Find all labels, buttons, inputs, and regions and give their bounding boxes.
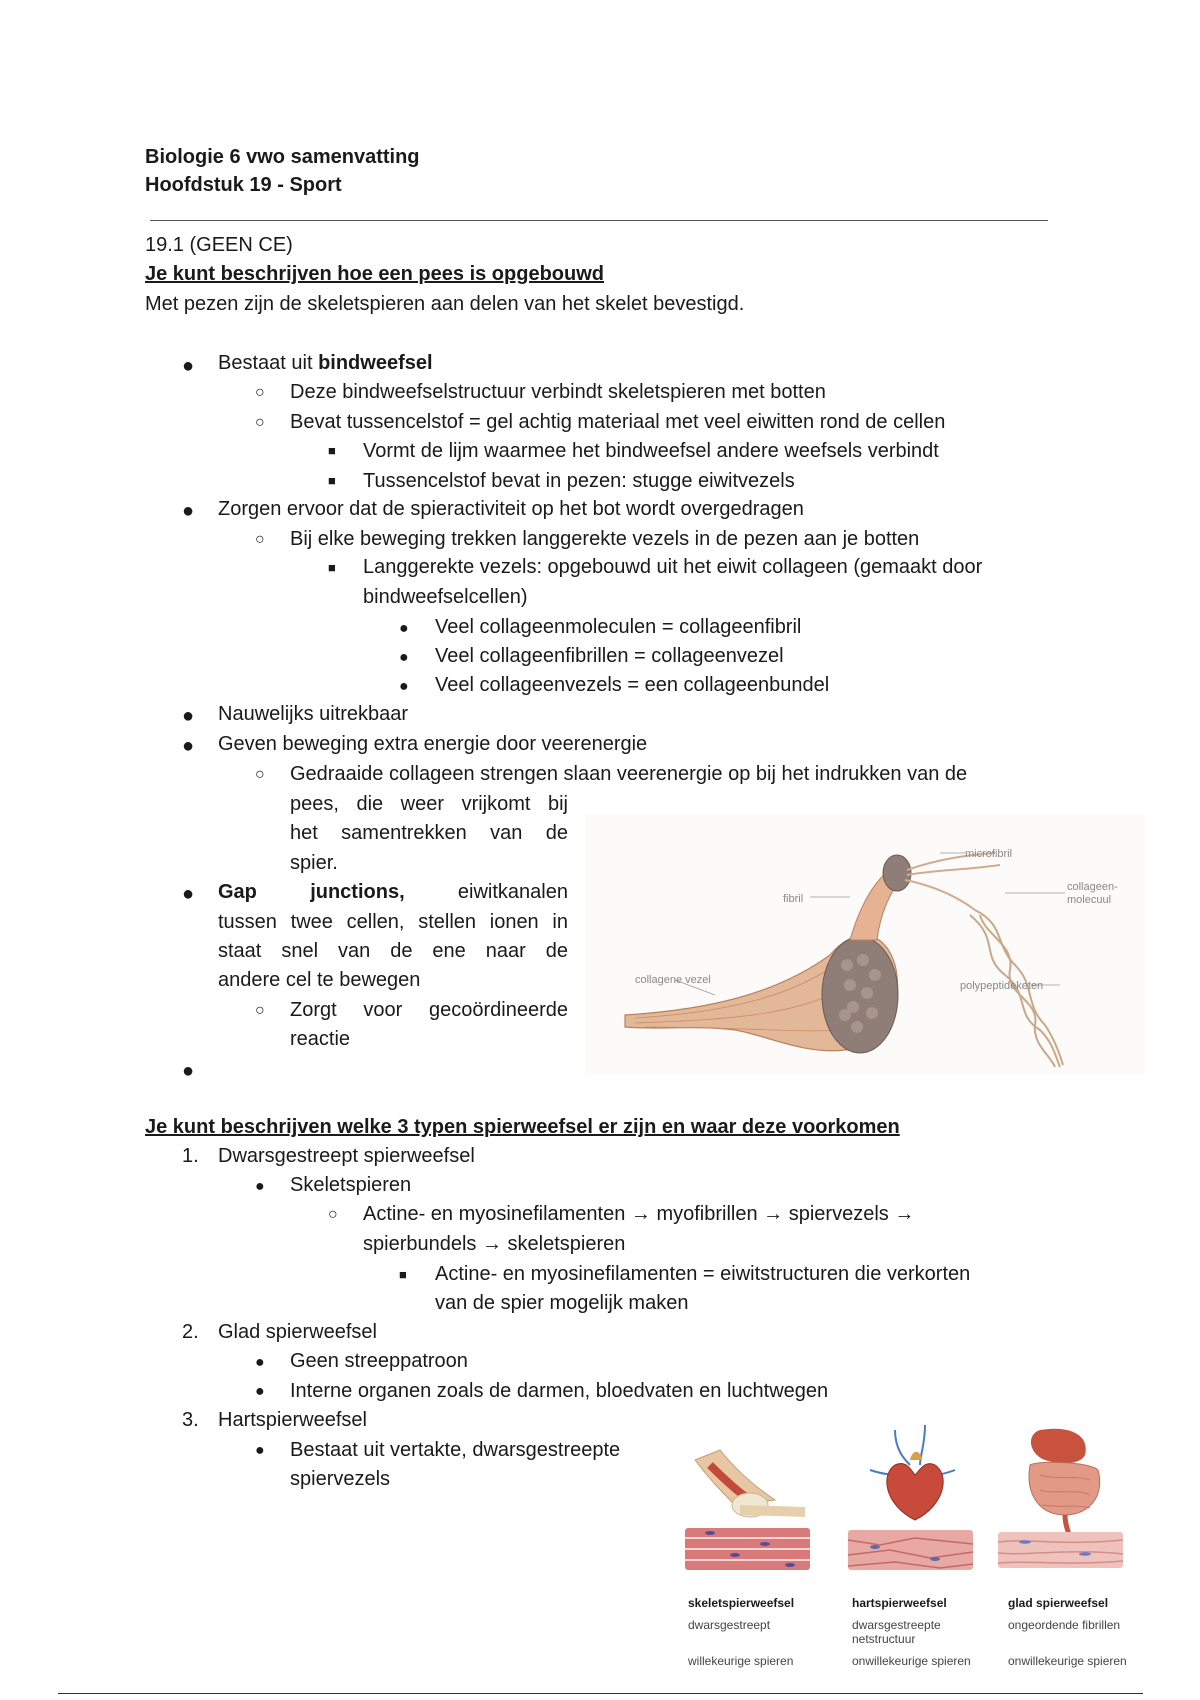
list-item: Glad spierweefsel [218,1321,377,1343]
bullet-square: ■ [328,443,336,458]
label-collagene-vezel: collagene vezel [635,974,711,986]
list-item-continuation: tussen twee cellen, stellen ionen in [218,911,568,933]
bullet-dot: ● [399,649,409,666]
list-item: Skeletspieren [290,1174,412,1196]
list-item-continuation: bindweefselcellen) [363,586,528,608]
list-item-continuation: andere cel te bewegen [218,969,421,991]
panel-line2: netstructuur [852,1632,916,1646]
label-fibril: fibril [783,893,804,905]
bullet-dot: ● [182,735,195,757]
panel-line1: ongeordende fibrillen [1008,1618,1121,1632]
header-divider [150,220,1048,221]
bullet-dot: ● [255,1178,265,1195]
list-item: Gedraaide collageen strengen slaan veerenergie op bij het indrukken van de [290,763,968,785]
bullet-dot: ● [182,705,195,727]
list-item-continuation: staat snel van de ene naar de [218,940,568,962]
panel-line3: onwillekeurige spieren [852,1654,971,1668]
bullet-circle: ○ [255,766,265,783]
chapter-title: Hoofdstuk 19 - Sport [145,174,342,196]
muscle-types-figure [680,1420,1150,1625]
bullet-dot-empty: ● [182,1060,195,1082]
list-item: Zorgen ervoor dat de spieractiviteit op het bot wordt overgedragen [218,498,804,520]
fibril-cross-section [883,855,911,891]
list-item: Veel collageenfibrillen = collageenvezel [435,645,784,667]
heart-illustration [870,1425,955,1520]
panel-title: glad spierweefsel [1008,1596,1109,1610]
bullet-circle: ○ [255,531,265,548]
list-item: Bij elke beweging trekken langgerekte vezels in de pezen aan je botten [290,528,920,550]
list-number: 3. [182,1409,199,1431]
list-item-continuation: spierbundels → skeletspieren [363,1233,626,1255]
panel-line1: dwarsgestreept [688,1618,771,1632]
section-goal-heading: Je kunt beschrijven hoe een pees is opgebouwd [145,263,605,285]
list-item-continuation: pees, die weer vrijkomt bij [290,793,568,815]
bullet-dot: ● [399,620,409,637]
muscle-panel-skeletal [688,1596,848,1668]
footer-divider [58,1693,1143,1694]
panel-title: skeletspierweefsel [688,1596,795,1610]
skeletal-tissue [685,1528,810,1570]
bullet-dot: ● [182,355,195,377]
muscle-panel-cardiac [852,1596,1002,1668]
list-item-continuation: van de spier mogelijk maken [435,1292,689,1314]
label-collageen-molecuul-2: molecuul [1067,894,1112,906]
list-item: Bevat tussencelstof = gel achtig materiaal met veel eiwitten rond de cellen [290,411,946,433]
list-number: 1. [182,1145,199,1167]
list-item-continuation: reactie [290,1028,351,1050]
panel-line1: dwarsgestreepte [852,1618,941,1632]
bullet-circle: ○ [255,414,265,431]
bullet-dot: ● [255,1354,265,1371]
list-item-continuation: spiervezels [290,1468,391,1490]
list-number: 2. [182,1321,199,1343]
bullet-square: ■ [328,473,336,488]
list-item: Actine- en myosinefilamenten → myofibrillen → spiervezels → [363,1203,915,1225]
panel-line3: willekeurige spieren [688,1654,794,1668]
list-item: Dwarsgestreept spierweefsel [218,1145,475,1167]
list-item: Interne organen zoals de darmen, bloedvaten en luchtwegen [290,1380,829,1402]
bullet-dot: ● [255,1442,265,1459]
bullet-dot: ● [255,1383,265,1400]
list-item: Zorgt voor gecoördineerde [290,999,568,1021]
section-goal-heading-2: Je kunt beschrijven welke 3 typen spierweefsel er zijn en waar deze voorkomen [145,1116,900,1138]
bullet-square: ■ [399,1267,407,1282]
list-item: Gap junctions, eiwitkanalen [218,881,568,903]
list-item: Hartspierweefsel [218,1409,367,1431]
smooth-tissue [998,1532,1123,1568]
tendon-structure-figure [585,815,1145,1075]
bullet-circle: ○ [255,384,265,401]
list-item: Vormt de lijm waarmee het bindweefsel andere weefsels verbindt [363,440,939,462]
bullet-dot: ● [182,883,195,905]
bullet-square: ■ [328,560,336,575]
list-item: Bestaat uit vertakte, dwarsgestreepte [290,1439,621,1461]
cardiac-tissue [848,1530,973,1570]
label-collageen-molecuul: collageen- [1067,881,1118,893]
list-item: Langgerekte vezels: opgebouwd uit het eiwit collageen (gemaakt door [363,556,983,578]
muscle-panel-smooth [1008,1596,1158,1668]
list-item: Veel collageenmoleculen = collageenfibril [435,616,802,638]
list-item-continuation: het samentrekken van de [290,822,568,844]
list-item: Geven beweging extra energie door veerenergie [218,733,648,755]
document-title: Biologie 6 vwo samenvatting [145,146,420,168]
section-intro: Met pezen zijn de skeletspieren aan delen van het skelet bevestigd. [145,293,745,315]
bullet-dot: ● [182,500,195,522]
list-item-continuation: spier. [290,852,338,874]
panel-line3: onwillekeurige spieren [1008,1654,1127,1668]
label-polypeptideketen: polypeptideketen [960,980,1044,992]
list-item: Bestaat uit bindweefsel [218,352,433,374]
bullet-dot: ● [399,678,409,695]
panel-title: hartspierweefsel [852,1596,947,1610]
list-item: Geen streeppatroon [290,1350,468,1372]
fiber-cross-section [822,937,898,1053]
bullet-circle: ○ [255,1002,265,1019]
list-item: Nauwelijks uitrekbaar [218,703,409,725]
label-microfibril: microfibril [965,848,1013,860]
section-code: 19.1 (GEEN CE) [145,234,293,256]
list-item: Tussencelstof bevat in pezen: stugge eiwitvezels [363,470,795,492]
list-item: Deze bindweefselstructuur verbindt skeletspieren met botten [290,381,826,403]
bullet-circle: ○ [328,1206,338,1223]
intestine-illustration [1029,1429,1100,1538]
list-item: Veel collageenvezels = een collageenbundel [435,674,830,696]
arm-illustration [695,1450,805,1517]
list-item: Actine- en myosinefilamenten = eiwitstructuren die verkorten [435,1263,971,1285]
